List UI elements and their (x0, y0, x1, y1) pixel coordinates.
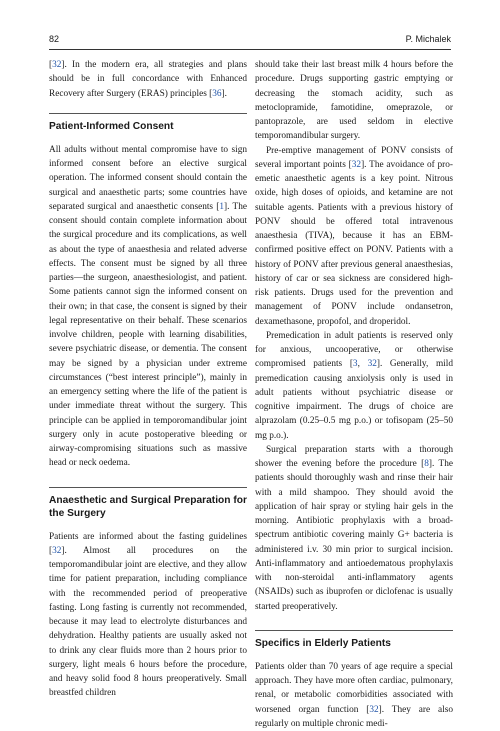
surgical-preparation-paragraph: Surgical preparation starts with a thorough shower the evening before the procedure [8]. The patients should thoroughly wash and rinse their hair with a mild shampoo. They should avoid the application of hair spray or styling hair gels in the morning. Antibiotic prophylaxis with a broad-spectrum antibiotic covering mainly G+ bacteria is administered i.v. 30 min prior to surgical incision. Anti-inflammatory and antioedematous prophylaxis with non-steroidal anti-inflammatory agents (NSAIDs) such as ibuprofen or diclofenac is usually started preoperatively. (255, 444, 454, 612)
section-heading-preparation (49, 487, 247, 520)
header-rule (49, 49, 451, 50)
elderly-paragraph: Patients older than 70 years of age require a special approach. They have more often cardiac, pulmonary, renal, or metabolic comorbidities associated with worsened organ function [32]. They are also regularly on multiple chronic medi- (255, 661, 453, 729)
section-heading-consent (49, 113, 247, 133)
section-heading-elderly (255, 630, 453, 650)
citation-link[interactable]: 32 (52, 545, 62, 556)
citation-link[interactable]: 3 (352, 359, 358, 370)
premedication-paragraph: Premedication in adult patients is reserved only for anxious, uncooperative, or otherwise compromised patients [3, 32]. Generally, mild premedication causing anxiolysis only is used in adult patients without psychiatric disease or cognitive impairment. The drugs of choice are alprazolam (0.25–0.5 mg p.o.) or tofisopam (25–50 mg p.o.). (255, 330, 453, 441)
right-column (255, 58, 453, 731)
intro-paragraph: [32]. In the modern era, all strategies and plans should be in full concordance with Enhanced Recovery after Surgery (ERAS) principles [36]. (49, 60, 247, 99)
ponv-paragraph: Pre-emptive management of PONV consists of several important points [32]. The avoidance of pro-emetic anaesthetic agents is a key point. Nitrous oxide, high doses of opioids, and ketamine are not suitable agents. Patients with a previous history of PONV should be offered total intravenous anaesthesia (TIVA), because it has an EBM-confirmed positive effect on PONV. Patients with a history of PONV after previous general anaesthesias, history of car or sea sickness are considered high-risk patients. Drugs used for the prevention and management of PONV include ondansetron, dexamethasone, propofol, and droperidol. (255, 145, 453, 327)
left-column (49, 58, 247, 701)
citation-link[interactable]: 8 (424, 459, 429, 469)
citation-link[interactable]: 36 (212, 88, 222, 99)
running-author: P. Michalek (405, 34, 451, 44)
section-title: Anaesthetic and Surgical Preparation for the Surgery (49, 494, 247, 519)
section-rule (49, 113, 247, 114)
section-title: Specifics in Elderly Patients (255, 637, 391, 649)
breastfeeding-paragraph: should take their last breast milk 4 hours before the procedure. Drugs supporting gastric emptying or decreasing the stomach acidity, such as metoclopramide, famotidine, omeprazole, or pantoprazole, are used seldom in elective temporomandibular surgery. (255, 60, 453, 142)
citation-link[interactable]: 1 (219, 201, 225, 212)
citation-link[interactable]: 32 (52, 60, 62, 70)
citation-link[interactable]: 32 (369, 704, 379, 715)
section-title: Patient-Informed Consent (49, 120, 174, 132)
fasting-paragraph: Patients are informed about the fasting guidelines [32]. Almost all procedures on the temporomandibular joint are elective, and they allow time for patient preparation, including compliance with the recommended period of preoperative fasting. Long fasting is currently not recommended, because it may lead to electrolyte disturbances and dehydration. Healthy patients are usually asked not to drink any clear fluids more than 2 hours prior to surgery, light meals 6 hours before the procedure, and heavy solid food 8 hours preoperatively. Small breastfed children (49, 531, 247, 699)
consent-paragraph: All adults without mental compromise have to sign informed consent before an elective surgical operation. The informed consent should contain the surgical and anaesthetic parts; some countries have separated surgical and anaesthetic consents [1]. The consent should contain complete information about the surgical procedure and its complications, as well as about the type of anaesthesia and related adverse effects. The consent must be signed by all three parties—the surgeon, anaesthesiologist, and patient. Some patients cannot sign the informed consent on their own; in that case, the consent is signed by their legal representative on their behalf. These scenarios involve children, people with learning disabilities, severe psychiatric disease, or dementia. The consent may be signed by a physician under extreme circumstances (“best interest principle”), mainly in an emergency setting where the life of the patient is under immediate threat without the surgery. This principle can be applied in temporomandibular joint surgery only in acute postoperative bleeding or airway-compromising situations such as massive head or neck oedema. (49, 144, 247, 469)
running-header (49, 34, 451, 48)
section-rule (49, 487, 247, 488)
page-number: 82 (49, 34, 60, 44)
citation-link[interactable]: 32 (367, 359, 377, 370)
section-rule (255, 630, 453, 631)
citation-link[interactable]: 32 (351, 159, 362, 170)
